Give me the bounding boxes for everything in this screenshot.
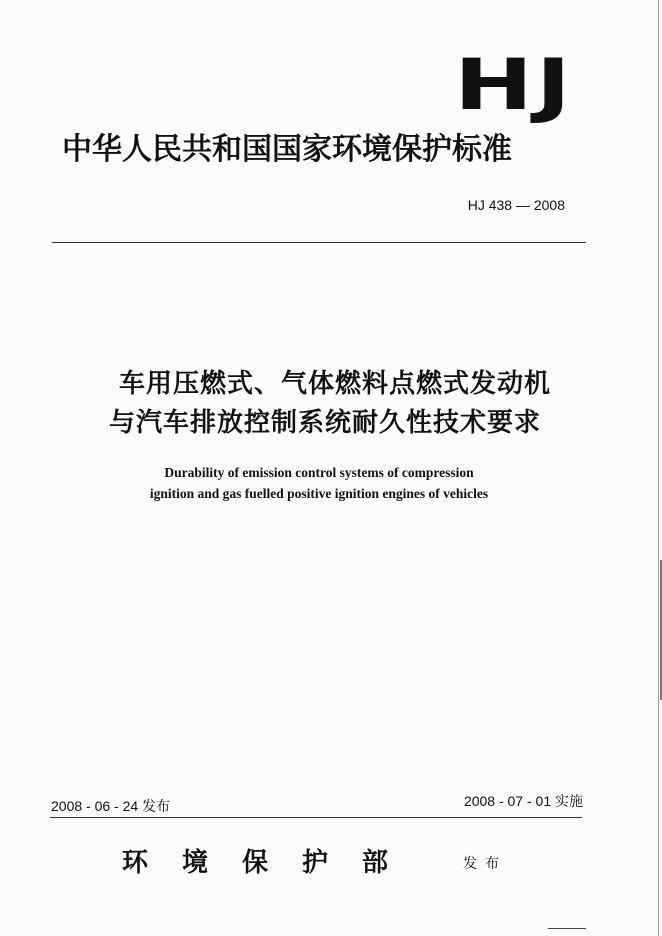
standard-code: HJ 438 — 2008 xyxy=(467,197,565,213)
hj-logo: HJ xyxy=(454,44,574,126)
standard-category-title: 中华人民共和国国家环境保护标准 xyxy=(62,132,512,167)
page-edge-line xyxy=(658,0,659,936)
issue-date: 2008 - 06 - 24 发布 xyxy=(51,798,171,814)
chinese-title-line-2: 与汽车排放控制系统耐久性技术要求 xyxy=(108,408,541,438)
footer-mark xyxy=(548,928,586,929)
english-title-line-1: Durability of emission control systems of compression xyxy=(164,465,474,480)
publisher-name: 环境保护部 xyxy=(122,848,423,878)
bottom-divider xyxy=(50,817,582,818)
top-divider xyxy=(52,242,586,243)
english-title-line-2: ignition and gas fuelled positive ignition engines of vehicles xyxy=(149,486,489,501)
publish-label: 发布 xyxy=(463,856,507,872)
chinese-title-line-1: 车用压燃式、气体燃料点燃式发动机 xyxy=(118,369,551,399)
implementation-date: 2008 - 07 - 01 实施 xyxy=(463,793,583,809)
